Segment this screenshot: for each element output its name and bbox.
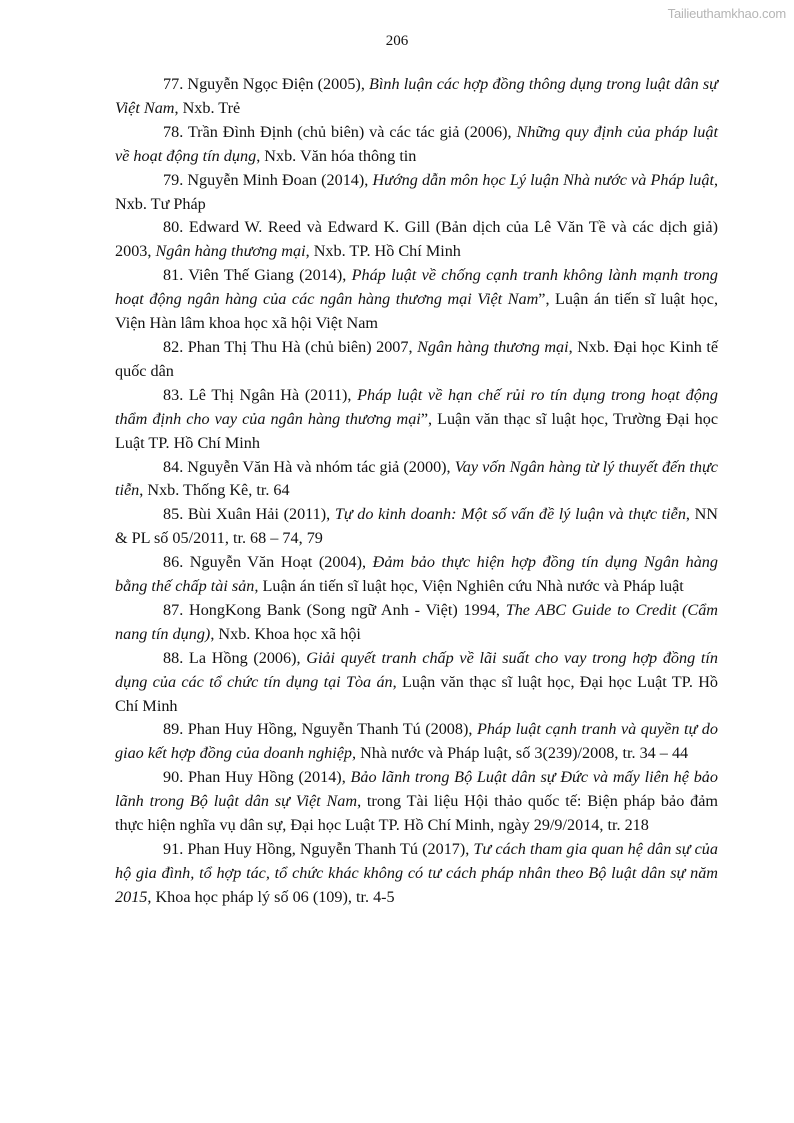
reference-item: [115, 121, 718, 169]
reference-title: Tư cách tham gia quan hệ dân sự của hộ gia đình, tổ hợp tác, tổ chức khác không có tư cách pháp nhân theo Bộ luật dân sự năm 2015: [115, 840, 718, 906]
reference-item: [115, 647, 718, 719]
reference-text: 81. Viên Thế Giang (2014),: [163, 266, 352, 285]
reference-text: 85. Bùi Xuân Hải (2011),: [163, 505, 335, 524]
reference-text: , Nxb. Tư Pháp: [115, 170, 718, 213]
reference-text: , Nxb. Văn hóa thông tin: [256, 146, 417, 165]
reference-item: [115, 384, 718, 456]
reference-item: [115, 216, 718, 264]
reference-item: [115, 456, 718, 504]
reference-title: Đảm bảo thực hiện hợp đồng tín dụng Ngân hàng bằng thế chấp tài sản,: [115, 553, 718, 596]
reference-item: [115, 838, 718, 910]
reference-item: [115, 551, 718, 599]
reference-item: [115, 169, 718, 217]
reference-title: Pháp luật cạnh tranh và quyền tự do giao kết hợp đồng của doanh nghiệp,: [115, 720, 718, 763]
reference-text: , Nxb. Khoa học xã hội: [210, 624, 361, 643]
reference-title: Bảo lãnh trong Bộ Luật dân sự Đức và mấy liên hệ bảo lãnh trong Bộ luật dân sự Việt Nam: [115, 768, 718, 811]
reference-text: , Nxb. Đại học Kinh tế quốc dân: [115, 337, 719, 380]
reference-title: Giải quyết tranh chấp về lãi suất cho vay trong hợp đồng tín dụng của các tổ chức tín dụng tại Tòa án: [115, 648, 718, 691]
reference-item: [115, 73, 718, 121]
reference-item: [115, 336, 718, 384]
reference-text: 91. Phan Huy Hồng, Nguyễn Thanh Tú (2017),: [163, 840, 474, 858]
reference-title: Hướng dẫn môn học Lý luận Nhà nước và Pháp luật: [372, 170, 714, 189]
reference-title: Pháp luật về hạn chế rủi ro tín dụng trong hoạt động thẩm định cho vay của ngân hàng thương mại: [115, 385, 718, 428]
reference-item: [115, 264, 718, 336]
reference-text: 82. Phan Thị Thu Hà (chủ biên) 2007,: [163, 337, 418, 356]
page-number: 206: [385, 33, 409, 49]
reference-list: [115, 73, 718, 910]
reference-text: 88. La Hồng (2006),: [163, 648, 307, 667]
reference-text: 87. HongKong Bank (Song ngữ Anh - Việt) 1994,: [163, 600, 506, 619]
reference-text: 77. Nguyễn Ngọc Điện (2005),: [163, 75, 370, 93]
reference-title: Vay vốn Ngân hàng từ lý thuyết đến thực tiễn: [115, 457, 718, 500]
reference-text: Nhà nước và Pháp luật, số 3(239)/2008, tr. 34 – 44: [356, 744, 689, 763]
reference-text: , Luận văn thạc sĩ luật học, Đại học Luật TP. Hồ Chí Minh: [115, 672, 719, 715]
reference-text: , trong Tài liệu Hội thảo quốc tế: Biện pháp bảo đảm thực hiện nghĩa vụ dân sự, Đại học Luật TP. Hồ Chí Minh, ngày 29/9/2014, tr. 218: [115, 792, 718, 835]
reference-text: , Khoa học pháp lý số 06 (109), tr. 4-5: [147, 887, 395, 906]
reference-title: Ngân hàng thương mại: [155, 242, 306, 261]
reference-text: , Nxb. TP. Hồ Chí Minh: [305, 242, 461, 261]
reference-item: [115, 766, 718, 838]
reference-title: Tự do kinh doanh: Một số vấn đề lý luận và thực tiễn: [334, 505, 686, 524]
reference-text: 86. Nguyễn Văn Hoạt (2004),: [163, 553, 373, 572]
reference-title: Bình luận các hợp đồng thông dụng trong luật dân sự Việt Nam: [115, 75, 718, 117]
reference-title: Ngân hàng thương mại: [417, 337, 569, 356]
reference-title: Pháp luật về chống cạnh tranh không lành mạnh trong hoạt động ngân hàng của các ngân hàng thương mại Việt Nam: [115, 266, 718, 309]
reference-text: 84. Nguyễn Văn Hà và nhóm tác giả (2000),: [163, 457, 455, 476]
reference-text: , Nxb. Trẻ: [174, 98, 241, 117]
reference-text: Luận án tiến sĩ luật học, Viện Nghiên cứu Nhà nước và Pháp luật: [258, 577, 684, 596]
reference-text: 83. Lê Thị Ngân Hà (2011),: [163, 385, 358, 404]
reference-text: ”, Luận án tiến sĩ luật học, Viện Hàn lâm khoa học xã hội Việt Nam: [115, 290, 718, 333]
reference-text: 79. Nguyễn Minh Đoan (2014),: [163, 170, 373, 189]
watermark: Tailieuthamkhao.com: [667, 6, 786, 21]
reference-text: 78. Trần Đình Định (chủ biên) và các tác giả (2006),: [163, 122, 517, 141]
reference-item: [115, 503, 718, 551]
reference-text: 80. Edward W. Reed và Edward K. Gill (Bản dịch của Lê Văn Tề và các dịch giả) 2003,: [115, 218, 718, 261]
reference-title: The ABC Guide to Credit (Cẩm nang tín dụng): [115, 600, 719, 643]
reference-text: 90. Phan Huy Hồng (2014),: [163, 768, 351, 787]
reference-title: Những quy định của pháp luật về hoạt động tín dụng: [115, 122, 718, 165]
reference-item: [115, 718, 718, 766]
reference-text: , NN & PL số 05/2011, tr. 68 – 74, 79: [115, 505, 718, 548]
reference-item: [115, 599, 718, 647]
reference-text: 89. Phan Huy Hồng, Nguyễn Thanh Tú (2008),: [163, 720, 477, 739]
reference-text: ”, Luận văn thạc sĩ luật học, Trường Đại học Luật TP. Hồ Chí Minh: [115, 409, 718, 452]
reference-text: , Nxb. Thống Kê, tr. 64: [139, 481, 290, 500]
